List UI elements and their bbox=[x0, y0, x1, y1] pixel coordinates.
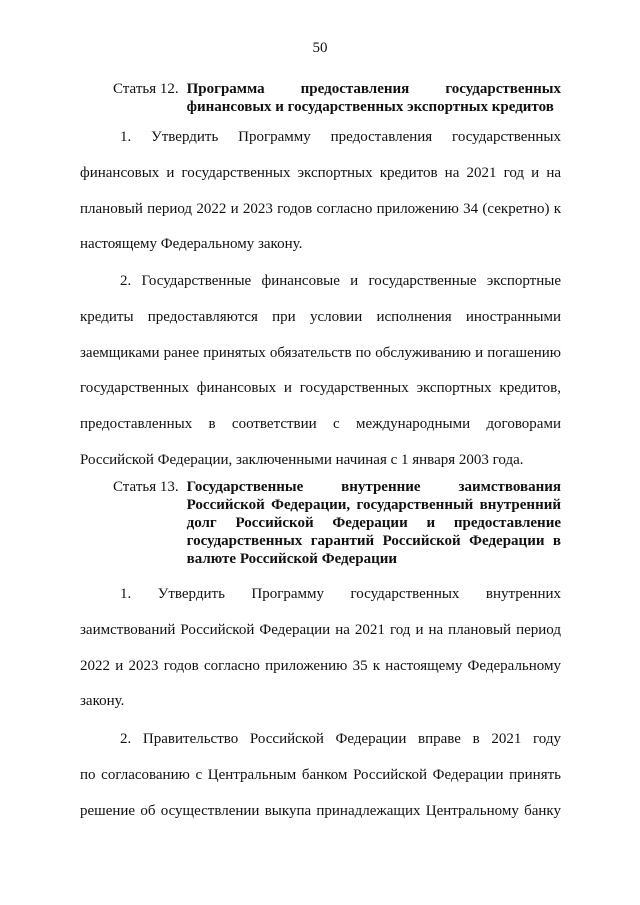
paragraph-line: заимствований Российской Федерации на 2021 год и на плановый период bbox=[80, 621, 561, 638]
paragraph-line: предоставленных в соответствии с международными договорами bbox=[80, 416, 561, 433]
article-12-paragraph-2 bbox=[80, 272, 561, 487]
paragraph-line: финансовых и государственных экспортных кредитов на 2021 год и на bbox=[80, 164, 561, 181]
article-12-paragraph-1 bbox=[80, 128, 561, 271]
article-13-title-line: Государственные внутренние заимствования bbox=[186, 479, 561, 495]
article-13-paragraph-1 bbox=[80, 585, 561, 728]
paragraph-line: кредиты предоставляются при условии исполнения иностранными bbox=[80, 308, 561, 325]
article-13-title bbox=[187, 478, 561, 568]
paragraph-line: решение об осуществлении выкупа принадлежащих Центральному банку bbox=[80, 802, 561, 819]
paragraph-line: 1. Утвердить Программу предоставления государственных bbox=[120, 129, 561, 145]
article-13-label: Статья 13. bbox=[113, 479, 179, 495]
article-13-title-line: Российской Федерации, государственный внутренний bbox=[186, 497, 561, 513]
paragraph-line: 2. Правительство Российской Федерации вправе в 2021 году bbox=[120, 731, 561, 747]
article-13-title-line: государственных гарантий Российской Федерации в bbox=[186, 533, 561, 549]
paragraph-line: 2022 и 2023 годов согласно приложению 35 к настоящему Федеральному bbox=[80, 657, 561, 674]
page-number: 50 bbox=[312, 40, 328, 56]
paragraph-line: заемщиками ранее принятых обязательств по обслуживанию и погашению bbox=[80, 344, 561, 361]
paragraph-line: государственных финансовых и государственных экспортных кредитов, bbox=[80, 380, 561, 397]
article-13-heading bbox=[113, 478, 561, 568]
article-12-title-line: финансовых и государственных экспортных кредитов bbox=[186, 99, 554, 115]
paragraph-line: Российской Федерации, заключенными начиная с 1 января 2003 года. bbox=[80, 451, 524, 468]
paragraph-line: закону. bbox=[80, 693, 125, 710]
article-12-title bbox=[187, 80, 561, 116]
paragraph-line: 2. Государственные финансовые и государственные экспортные bbox=[120, 273, 561, 289]
paragraph-line: плановый период 2022 и 2023 годов согласно приложению 34 (секретно) к bbox=[80, 200, 561, 217]
article-13-title-line: валюте Российской Федерации bbox=[186, 551, 398, 567]
paragraph-line: настоящему Федеральному закону. bbox=[80, 236, 303, 253]
paragraph-line: 1. Утвердить Программу государственных внутренних bbox=[120, 586, 561, 602]
paragraph-line: по согласованию с Центральным банком Российской Федерации принять bbox=[80, 766, 561, 783]
article-13-title-line: долг Российской Федерации и предоставление bbox=[186, 515, 561, 531]
article-13-paragraph-2 bbox=[80, 730, 561, 837]
article-12-heading bbox=[113, 80, 561, 116]
article-12-label: Статья 12. bbox=[113, 81, 179, 97]
article-12-title-line: Программа предоставления государственных bbox=[186, 81, 561, 97]
